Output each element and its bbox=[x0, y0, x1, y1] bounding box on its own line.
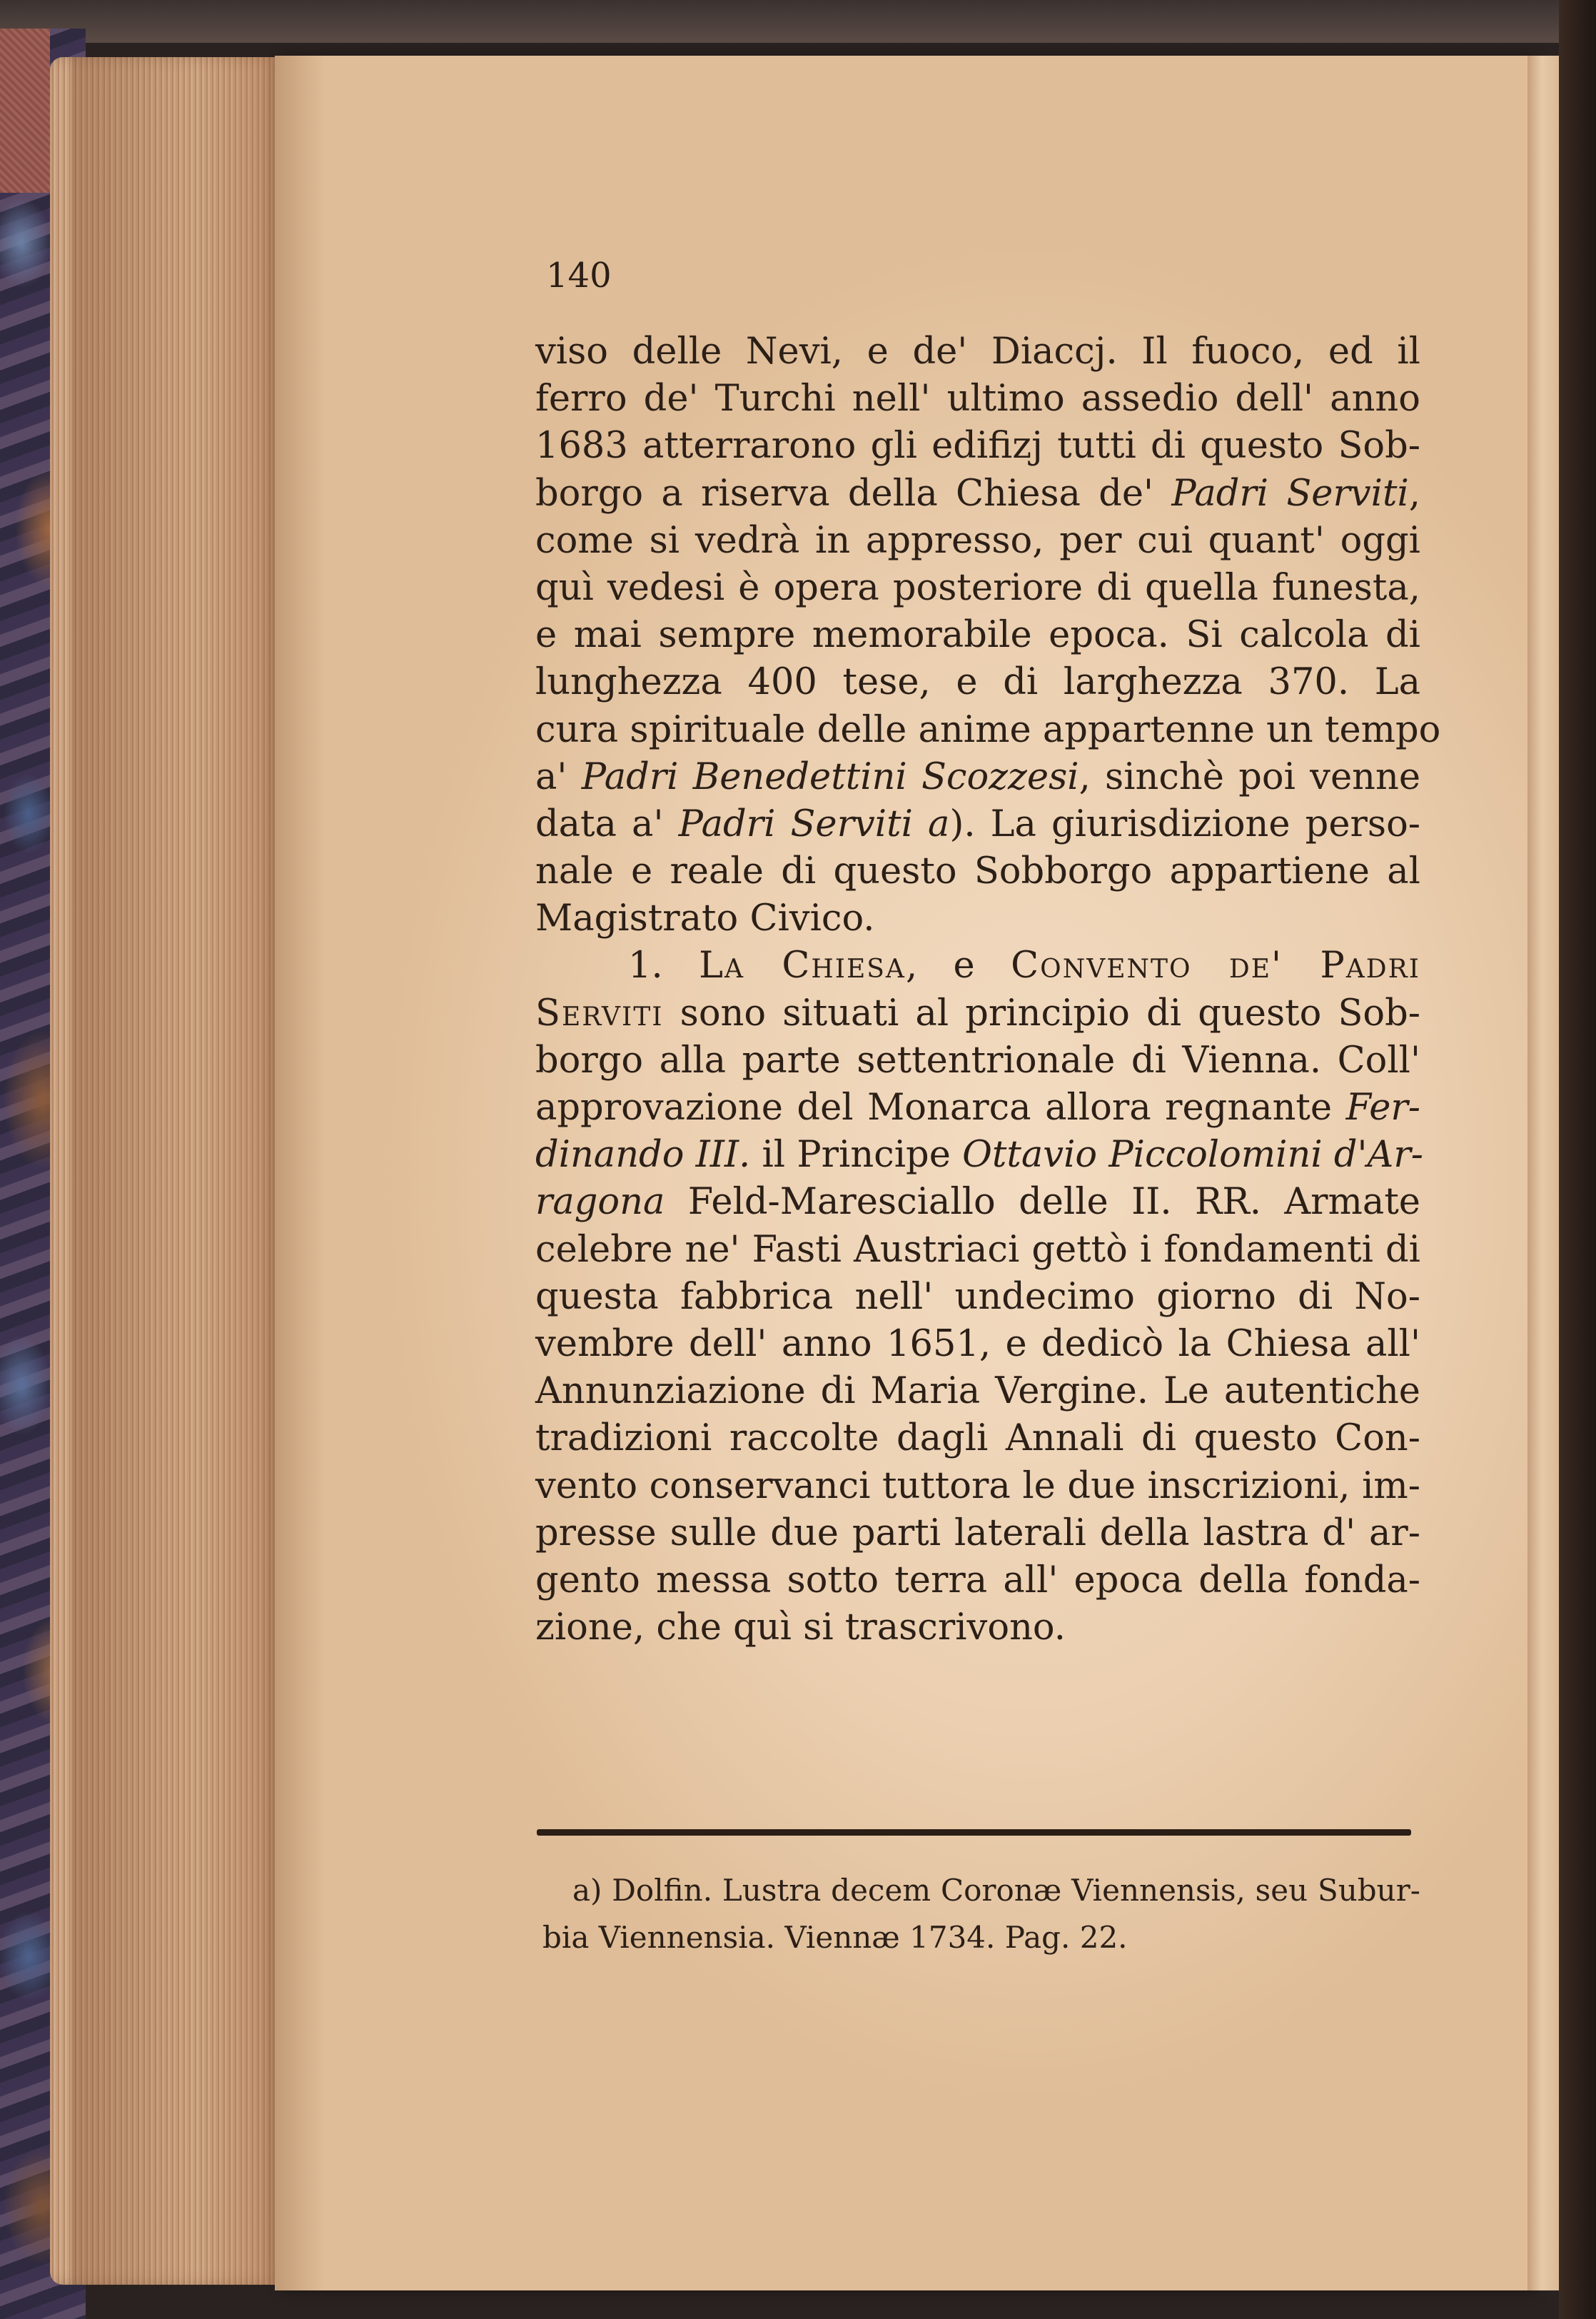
text-run: Serviti bbox=[535, 992, 664, 1035]
text-run: quì vedesi è opera posteriore di quella funesta, bbox=[535, 566, 1420, 609]
footnote-rule bbox=[537, 1829, 1411, 1836]
text-run: borgo a riserva della Chiesa de' bbox=[535, 472, 1172, 515]
text-run: Padri Serviti a bbox=[678, 803, 950, 845]
text-run: vento conservanci tuttora le due inscrizioni, im- bbox=[535, 1464, 1420, 1507]
text-run: il Principe bbox=[750, 1134, 963, 1177]
text-run: approvazione del Monarca allora regnante bbox=[535, 1087, 1346, 1129]
text-line bbox=[535, 518, 1420, 565]
text-run: Feld-Maresciallo delle II. RR. Armate bbox=[665, 1181, 1420, 1224]
text-run: ). La giurisdizione perso- bbox=[949, 803, 1421, 845]
text-run: e mai sempre memorabile epoca. Si calcola di bbox=[535, 614, 1420, 657]
text-run: 1683 atterrarono gli edifizj tutti di questo Sob- bbox=[535, 425, 1420, 468]
text-run: presse sulle due parti laterali della lastra d' ar- bbox=[535, 1511, 1420, 1554]
text-line bbox=[535, 565, 1420, 612]
text-line bbox=[535, 1604, 1420, 1651]
text-run: Fer- bbox=[1345, 1087, 1420, 1129]
text-line bbox=[535, 990, 1420, 1037]
text-line bbox=[535, 848, 1420, 895]
text-run: dinando III. bbox=[535, 1134, 751, 1177]
text-line bbox=[535, 471, 1420, 518]
text-run: data a' bbox=[535, 803, 679, 845]
text-line bbox=[535, 1085, 1420, 1132]
right-cover bbox=[1559, 0, 1596, 2319]
text-line bbox=[535, 1557, 1420, 1604]
text-run: come si vedrà in appresso, per cui quant' oggi bbox=[535, 519, 1420, 562]
text-run: tradizioni raccolte dagli Annali di questo Con- bbox=[535, 1417, 1420, 1460]
text-run: 1. bbox=[628, 945, 699, 987]
text-run: viso delle Nevi, e de' Diaccj. Il fuoco, ed il bbox=[535, 331, 1420, 373]
text-run: gento messa sotto terra all' epoca della fonda- bbox=[535, 1559, 1420, 1601]
text-run: Padri Serviti bbox=[1171, 472, 1409, 515]
text-line bbox=[535, 1321, 1420, 1368]
footnote bbox=[542, 1867, 1420, 1961]
text-line bbox=[535, 376, 1420, 423]
text-line bbox=[535, 754, 1420, 801]
text-line bbox=[535, 1132, 1423, 1179]
text-run: borgo alla parte settentrionale di Vienna. Coll' bbox=[535, 1039, 1420, 1082]
text-run: , bbox=[1408, 472, 1420, 515]
text-run: questa fabbrica nell' undecimo giorno di No- bbox=[535, 1275, 1420, 1318]
text-run: , sinchè poi venne bbox=[1079, 755, 1420, 798]
text-line bbox=[535, 1368, 1420, 1415]
text-line bbox=[535, 1179, 1420, 1226]
text-run: La Chiesa bbox=[699, 945, 906, 987]
text-run: ragona bbox=[535, 1181, 665, 1224]
text-run: ferro de' Turchi nell' ultimo assedio dell' anno bbox=[535, 378, 1420, 421]
text-line bbox=[535, 612, 1420, 659]
text-line bbox=[535, 659, 1420, 706]
text-line bbox=[535, 707, 1441, 754]
text-line bbox=[535, 1463, 1420, 1510]
text-run: lunghezza 400 tese, e di larghezza 370. La bbox=[535, 661, 1420, 704]
text-run: Ottavio Piccolomini d'Ar- bbox=[962, 1134, 1423, 1177]
text-line bbox=[535, 1510, 1420, 1557]
text-line bbox=[535, 942, 1420, 990]
top-edge bbox=[0, 0, 1596, 43]
text-run: vembre dell' anno 1651, e dedicò la Chiesa all' bbox=[535, 1322, 1420, 1365]
text-line bbox=[535, 423, 1420, 470]
text-run: nale e reale di questo Sobborgo appartiene al bbox=[535, 850, 1420, 893]
text-run: Annunziazione di Maria Vergine. Le autentiche bbox=[535, 1370, 1420, 1413]
text-run: zione, che quì si trascrivono. bbox=[535, 1606, 1066, 1649]
text-line bbox=[535, 1227, 1420, 1274]
text-line bbox=[535, 801, 1420, 848]
text-run: Convento de' Padri bbox=[1011, 945, 1420, 987]
text-line bbox=[535, 1415, 1420, 1462]
text-run: a' bbox=[535, 755, 582, 798]
text-line bbox=[535, 328, 1420, 376]
text-line bbox=[535, 1274, 1420, 1321]
text-run: celebre ne' Fasti Austriaci gettò i fondamenti di bbox=[535, 1228, 1420, 1271]
body-text bbox=[535, 328, 1441, 1651]
text-line bbox=[535, 1037, 1420, 1085]
text-run: cura spirituale delle anime appartenne un tempo bbox=[535, 708, 1441, 751]
page-number: 140 bbox=[546, 256, 612, 296]
footnote-line: bia Viennensia. Viennæ 1734. Pag. 22. bbox=[542, 1920, 1128, 1955]
text-line bbox=[535, 895, 1420, 942]
leather-corner bbox=[0, 29, 50, 193]
text-run: Magistrato Civico. bbox=[535, 897, 875, 940]
text-run: Padri Benedettini Scozzesi bbox=[581, 755, 1079, 798]
text-run: sono situati al principio di questo Sob- bbox=[663, 992, 1420, 1035]
text-run: , e bbox=[905, 945, 1011, 987]
next-page-edge bbox=[1527, 56, 1563, 2290]
footnote-line: a) Dolfin. Lustra decem Coronæ Viennensis, seu Subur- bbox=[572, 1873, 1420, 1908]
